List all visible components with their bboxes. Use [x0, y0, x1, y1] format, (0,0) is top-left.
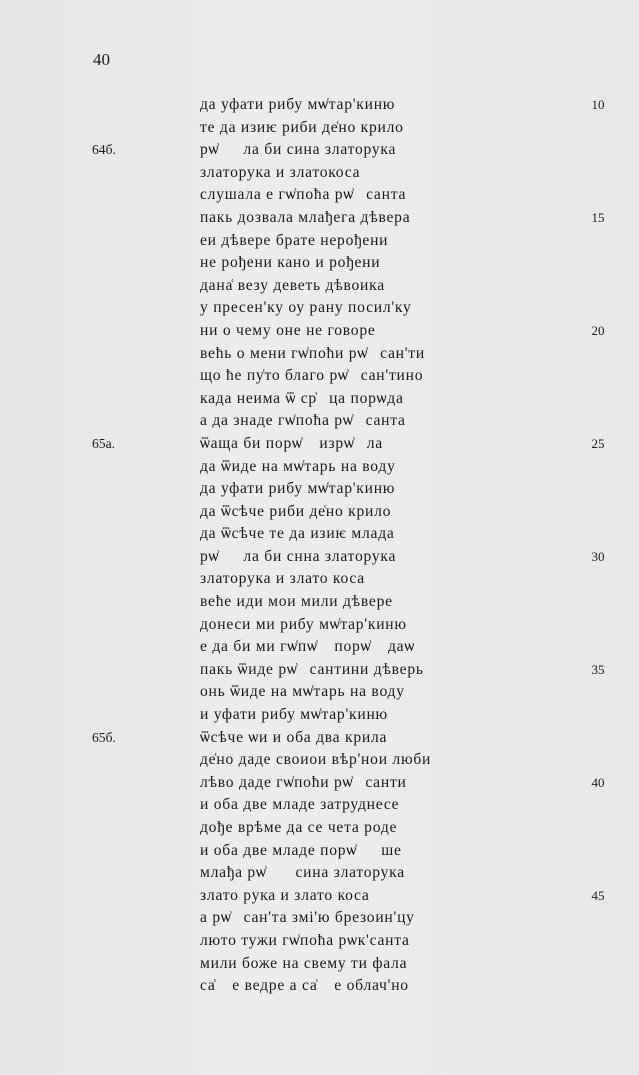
verse-line	[0, 885, 639, 908]
verse-text: пакь дозвала млађега дѣвера	[200, 208, 411, 226]
verse-line	[0, 388, 639, 411]
verse-line	[0, 410, 639, 433]
verse-line	[0, 207, 639, 230]
verse-line	[0, 162, 639, 185]
line-number: 20	[591, 322, 605, 338]
verse-text: пакь ѿиде рѡ͗ⷦсантини дѣверь	[200, 660, 424, 678]
verse-line	[0, 275, 639, 298]
line-number: 45	[591, 887, 605, 903]
verse-line	[0, 365, 639, 388]
verse-line	[0, 930, 639, 953]
verse-text: е да би ми гѡ͑пѡ͗ⷣ порѡ͗ⷦ даѡ	[200, 638, 415, 656]
verse-line	[0, 636, 639, 659]
verse-text: злато рука и злато коса	[200, 886, 370, 904]
verse-line	[0, 230, 639, 253]
verse-text: и оба две младе затруднесе	[200, 796, 400, 814]
verse-text: що ће пу͑то благо рѡ͗ⷦсан'тино	[200, 367, 424, 385]
verse-text: де͑но даде своиои вѣр'нои люби	[200, 751, 432, 769]
verse-line	[0, 704, 639, 727]
verse-text: мили боже на свему ти фала	[200, 954, 408, 972]
verse-text: и оба две младе порѡ͗ⷣⷩше	[200, 841, 402, 859]
verse-line	[0, 591, 639, 614]
folio-marker: 65б.	[92, 729, 116, 745]
line-number: 15	[591, 209, 605, 225]
verse-text: те да изиѥ риби де͑но крило	[200, 118, 404, 136]
verse-line	[0, 252, 639, 275]
verse-line	[0, 817, 639, 840]
verse-text: да уфати рибу мѡ͑тар'киню	[200, 96, 396, 113]
verse-text: люто тужи гѡ͑поћа рѡк'санта	[200, 931, 410, 949]
verse-line	[0, 297, 639, 320]
verse-text: донеси ми рибу мѡ͑тар'киню	[200, 615, 407, 633]
verse-text: онь ѿиде на мѡ͑тарь на воду	[200, 683, 405, 701]
verse-text: да ѿсѣче риби де͑но крило	[200, 502, 392, 520]
verse-line	[0, 94, 639, 117]
verse-line	[0, 772, 639, 795]
verse-line	[0, 953, 639, 976]
verse-line	[0, 749, 639, 772]
verse-text: рѡ͗ⷣⷩла би сина златорука	[200, 141, 397, 159]
verse-text: већь о мени гѡ͑поћи рѡ͗ⷦсан'ти	[200, 344, 425, 362]
verse-line	[0, 614, 639, 637]
verse-line	[0, 794, 639, 817]
verse-text: да уфати рибу мѡ͑тар'киню	[200, 480, 396, 498]
verse-text: дана͑ везу деветь дѣвоика	[200, 276, 385, 294]
page-number: 40	[93, 50, 110, 69]
verse-text: веће иди мои мили дѣвере	[200, 593, 393, 611]
line-number: 35	[591, 661, 605, 677]
verse-text: а да знаде гѡ͑поћа рѡ͗ⷦсанта	[200, 412, 406, 430]
verse-line	[0, 907, 639, 930]
verse-text: еи дѣвере брате нерођени	[200, 231, 389, 249]
verse-text: са͗ⷣ е ведре а са͗ⷣ е облач'но	[200, 977, 409, 995]
verse-text: златорука и злато коса	[200, 570, 365, 588]
verse-text: ѿсѣче ѡи и оба два крила	[200, 728, 388, 746]
verse-text: ѿаща би порѡ͗ⷣ изрѡ͗ⷣла	[200, 434, 383, 452]
verse-line	[0, 840, 639, 863]
verse-line	[0, 343, 639, 366]
verse-line	[0, 139, 639, 162]
verse-line	[0, 320, 639, 343]
verse-text: златорука и златокоса	[200, 163, 361, 181]
verse-text: да ѿиде на мѡ͑тарь на воду	[200, 457, 396, 475]
poem-text	[0, 94, 639, 998]
verse-text: не рођени кано и рођени	[200, 254, 381, 272]
folio-marker: 64б.	[92, 142, 116, 158]
verse-text: слушала е гѡ͑поћа рѡ͗ⷦсанта	[200, 186, 407, 204]
verse-line	[0, 975, 639, 998]
verse-text: млађа рѡ͗ⷣⷩ сина златорука	[200, 864, 405, 882]
folio-marker: 65а.	[92, 435, 116, 451]
verse-line	[0, 862, 639, 885]
verse-text: да ѿсѣче те да изиѥ млада	[200, 525, 395, 543]
verse-text: и уфати рибу мѡ͑тар'киню	[200, 706, 388, 724]
verse-line	[0, 681, 639, 704]
line-number: 30	[591, 548, 605, 564]
verse-text: а рѡ͗ⷦсан'та змі'ю брезоин'цу	[200, 909, 415, 927]
verse-text: лѣво даде гѡ͑поћи рѡ͗ⷦсанти	[200, 773, 407, 791]
verse-text: рѡ͗ⷣⷩла би снна златорука	[200, 547, 397, 565]
verse-line	[0, 478, 639, 501]
verse-line	[0, 523, 639, 546]
line-number: 25	[591, 435, 605, 451]
verse-line	[0, 456, 639, 479]
verse-line	[0, 659, 639, 682]
verse-line	[0, 184, 639, 207]
verse-text: када неима ѿ ср͗ⷣца порѡда	[200, 389, 404, 407]
line-number: 10	[591, 97, 605, 112]
verse-text: дође врѣме да се чета роде	[200, 819, 398, 836]
verse-text: ни о чему оне не говоре	[200, 321, 376, 339]
verse-line	[0, 117, 639, 140]
verse-line	[0, 501, 639, 524]
verse-line	[0, 433, 639, 456]
verse-text: у пресен'ку оу рану посил'ку	[200, 299, 412, 317]
line-number: 40	[591, 774, 605, 790]
verse-line	[0, 546, 639, 569]
verse-line	[0, 727, 639, 750]
verse-line	[0, 568, 639, 591]
